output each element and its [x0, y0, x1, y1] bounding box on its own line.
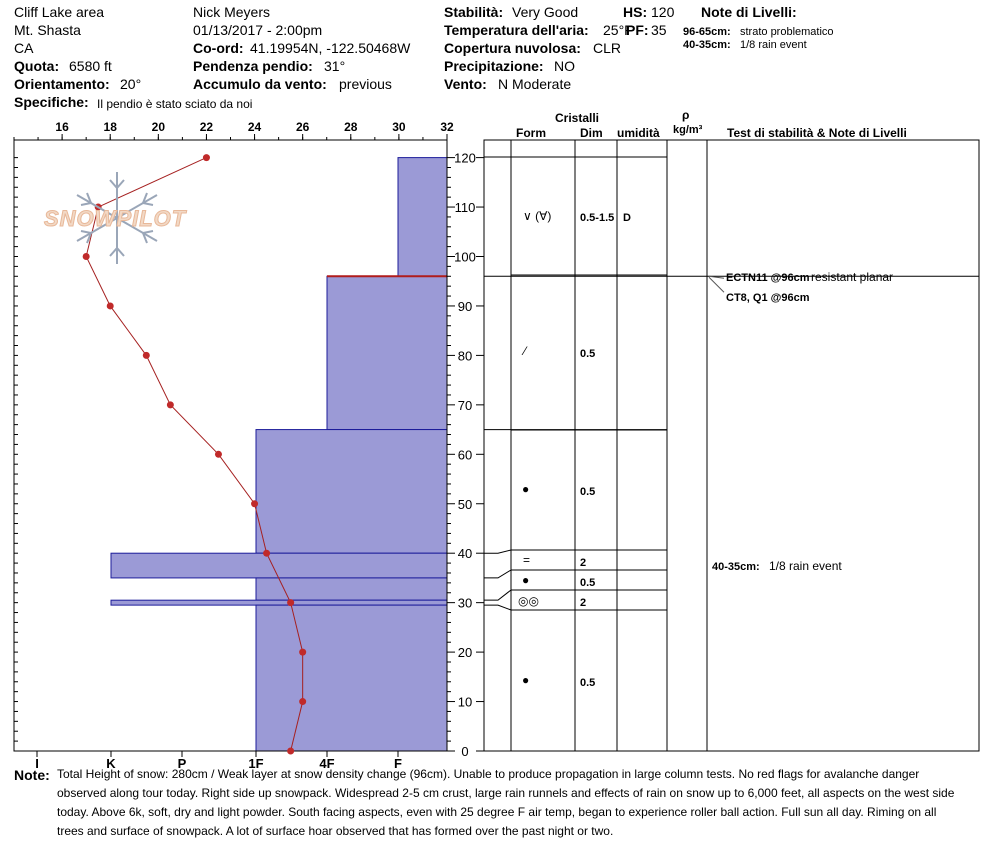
temp-tick-label: 26	[295, 120, 310, 134]
temperature-point	[143, 352, 150, 359]
stability-test: CT8, Q1 @96cm	[726, 292, 810, 304]
layer-form: =	[523, 553, 531, 567]
elevation-label: Quota:	[14, 58, 60, 74]
layer-form: ∨ (∀)	[523, 209, 552, 223]
layer-moisture: D	[623, 212, 631, 224]
pf-value: 35	[651, 22, 667, 38]
layer-size: 2	[580, 557, 587, 569]
hardness-bar	[111, 553, 447, 578]
temp-tick-label: 32	[440, 120, 454, 134]
depth-tick-label: 20	[457, 645, 473, 661]
wind-label: Vento:	[444, 76, 487, 92]
layer-size: 0.5	[580, 677, 596, 689]
stability-label: Stabilità:	[444, 4, 504, 20]
aspect-label: Orientamento:	[14, 76, 110, 92]
hardness-tick-label: P	[177, 756, 187, 771]
temperature-point	[215, 451, 222, 458]
wind-value: N Moderate	[498, 76, 572, 92]
temp-tick-label: 20	[151, 120, 166, 134]
layer-note-2-label: 40-35cm:	[683, 39, 731, 51]
slope-label: Pendenza pendio:	[193, 58, 313, 74]
air-temp-label: Temperatura dell'aria:	[444, 22, 589, 38]
depth-connector	[484, 590, 511, 600]
layer-size: 2	[580, 597, 587, 609]
layer-form: ●	[522, 673, 530, 687]
depth-tick-label: 30	[457, 595, 473, 611]
watermark-text: SNOWPILOT	[44, 206, 187, 231]
crystals-header: Cristalli	[555, 111, 600, 125]
slope-value: 31°	[324, 58, 346, 74]
temp-tick-label: 22	[199, 120, 214, 134]
depth-tick-label: 90	[457, 298, 473, 314]
depth-tick-label: 110	[454, 200, 476, 216]
hardness-bar	[256, 578, 447, 600]
depth-tick-label: 10	[457, 694, 473, 710]
depth-tick-label: 40	[457, 546, 473, 562]
layer-note-text: 1/8 rain event	[769, 559, 842, 573]
depth-tick-label: 50	[457, 496, 473, 512]
stability-value: Very Good	[512, 4, 579, 20]
depth-tick-label: 0	[461, 744, 469, 759]
hs-label: HS:	[623, 4, 648, 20]
temperature-point	[287, 748, 294, 755]
temperature-point	[299, 649, 306, 656]
temp-tick-label: 18	[103, 120, 117, 134]
temp-tick-label: 16	[55, 120, 69, 134]
layer-form: ●	[522, 573, 530, 587]
temperature-point	[107, 302, 114, 309]
temperature-point	[83, 253, 90, 260]
layer-form: ⁄	[524, 344, 527, 358]
hardness-tick-label: I	[35, 756, 39, 771]
temperature-point	[203, 154, 210, 161]
density-symbol: ρ	[682, 108, 690, 122]
aspect-value: 20°	[120, 76, 142, 92]
pf-label: PF:	[626, 22, 649, 38]
layer-form: ◎◎	[518, 594, 539, 608]
hardness-bar	[256, 605, 447, 751]
layer-form: ●	[522, 482, 530, 496]
temperature-point	[251, 500, 258, 507]
hardness-tick-label: K	[106, 756, 116, 771]
moisture-header: umidità	[617, 126, 660, 140]
temp-tick-label: 24	[247, 120, 262, 134]
depth-tick-label: 120	[454, 150, 476, 166]
note-label: Note:	[14, 767, 50, 783]
coord-label: Co-ord:	[193, 40, 244, 56]
depth-tick-label: 60	[457, 447, 473, 463]
density-unit: kg/m³	[673, 124, 703, 136]
hardness-tick-label: 1F	[248, 756, 264, 771]
depth-connector	[484, 605, 511, 610]
precip-value: NO	[554, 58, 575, 74]
datetime: 01/13/2017 - 2:00pm	[193, 22, 323, 38]
wind-loading-label: Accumulo da vento:	[193, 76, 327, 92]
temp-tick-label: 28	[344, 120, 358, 134]
depth-tick-label: 100	[454, 249, 476, 265]
hardness-bar	[111, 600, 447, 605]
form-header: Form	[516, 126, 546, 140]
air-temp-value: 25°F	[603, 22, 633, 38]
hardness-bar	[256, 430, 447, 554]
wind-loading-value: previous	[339, 76, 392, 92]
tests-header: Test di stabilità & Note di Livelli	[727, 126, 907, 140]
depth-tick-label: 80	[457, 348, 473, 364]
layer-note-1-label: 96-65cm:	[683, 26, 731, 38]
state: CA	[14, 40, 34, 56]
layer-note-1-value: strato problematico	[740, 26, 834, 38]
depth-connector	[484, 570, 511, 578]
note-text: Total Height of snow: 280cm / Weak layer at snow density change (96cm). Unable to produce propagation in large column tests. No red flags for avalanche danger observed along tour today. Right side up snowpack. Widespread 2-5 cm crust, large rain runnels and effects of rain on snow up to 6,000 feet, all aspects on the west side today. Above 6k, soft, dry and light powder. South facing aspects, even with 25 degree F air temp, began to experience roller ball action. Full sun all day. Riming on all trees and surface of snowpack. A lot of surface hoar observed that has formed over the past night or two.	[57, 767, 955, 838]
stability-test-note: resistant planar	[811, 270, 894, 284]
hardness-bar	[398, 158, 447, 277]
elevation-value: 6580 ft	[69, 58, 112, 74]
size-header: Dim	[580, 126, 603, 140]
layer-note-2-value: 1/8 rain event	[740, 39, 807, 51]
observer: Nick Meyers	[193, 4, 271, 20]
cloud-label: Copertura nuvolosa:	[444, 40, 581, 56]
layer-size: 0.5	[580, 577, 596, 589]
precip-label: Precipitazione:	[444, 58, 544, 74]
depth-tick-label: 70	[457, 397, 473, 413]
layer-size: 0.5	[580, 486, 596, 498]
layer-size: 0.5-1.5	[580, 212, 615, 224]
specifics-label: Specifiche:	[14, 94, 89, 110]
region: Mt. Shasta	[14, 22, 81, 38]
temperature-point	[299, 698, 306, 705]
temperature-point	[263, 550, 270, 557]
layer-table	[484, 140, 979, 751]
coord-value: 41.19954N, -122.50468W	[250, 40, 411, 56]
hardness-bar	[327, 276, 447, 429]
depth-connector	[484, 550, 511, 553]
location: Cliff Lake area	[14, 4, 105, 20]
hs-value: 120	[651, 4, 675, 20]
cloud-value: CLR	[593, 40, 622, 56]
layer-table-frame	[484, 140, 979, 751]
temperature-point	[287, 599, 294, 606]
stability-test-arrow	[709, 277, 724, 292]
layer-note-label: 40-35cm:	[712, 561, 760, 573]
stability-test: ECTN11 @96cm	[726, 272, 810, 284]
specifics-value: Il pendio è stato sciato da noi	[97, 97, 253, 111]
temperature-point	[167, 401, 174, 408]
layer-notes-label: Note di Livelli:	[701, 4, 797, 20]
hardness-tick-label: 4F	[319, 756, 335, 771]
temp-tick-label: 30	[392, 120, 406, 134]
hardness-layers	[111, 158, 447, 751]
hardness-tick-label: F	[394, 756, 402, 771]
layer-size: 0.5	[580, 348, 596, 360]
